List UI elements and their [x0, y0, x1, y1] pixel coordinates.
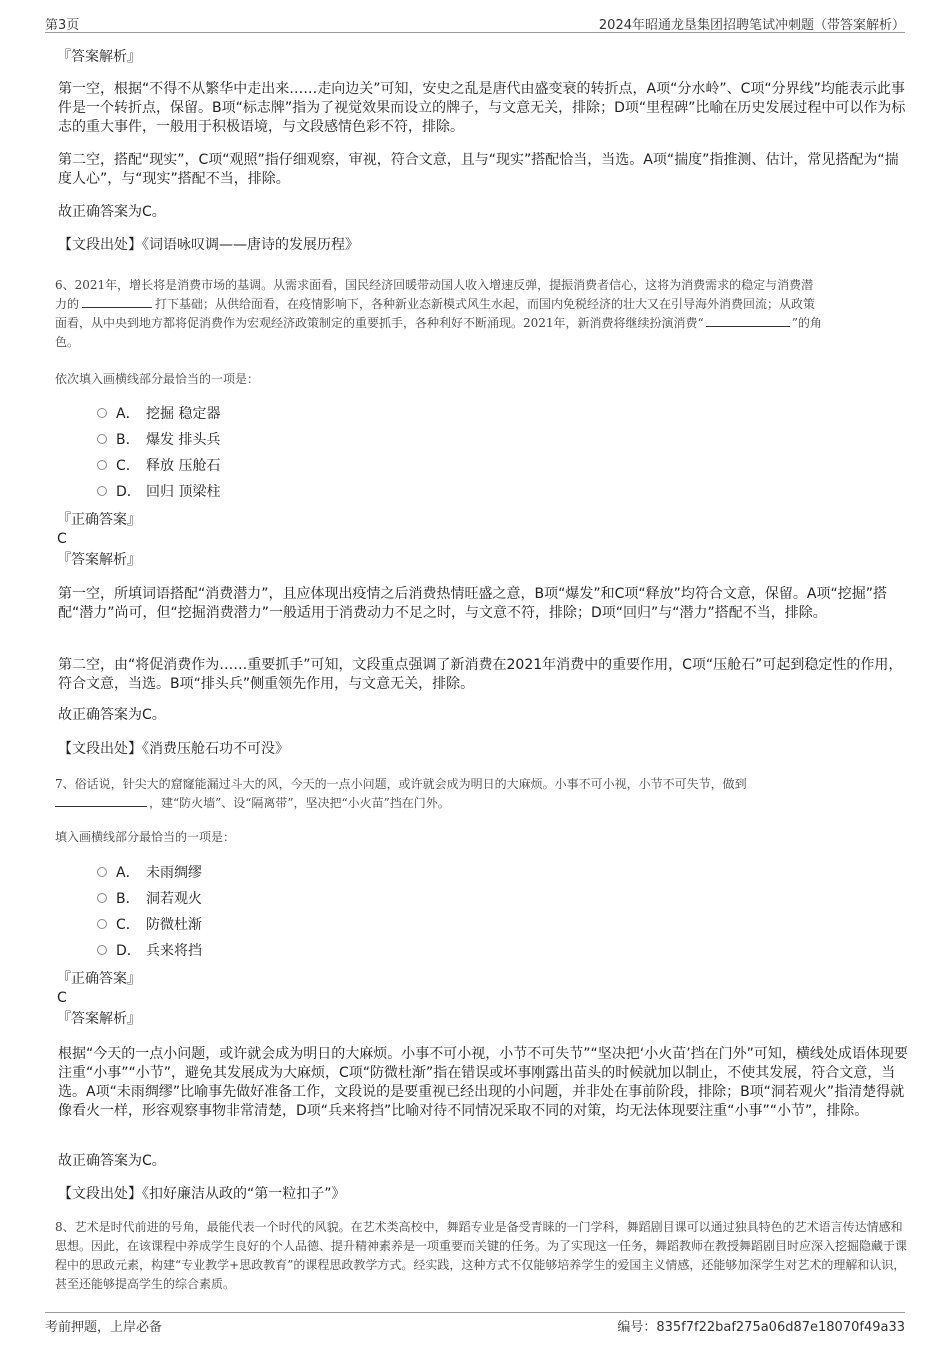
source-citation: 【文段出处】《消费压舱石功不可没》 [58, 741, 289, 757]
footer-slogan: 考前押题，上岸必备 [45, 1320, 163, 1335]
fill-blank [55, 794, 147, 807]
page-header [45, 12, 905, 33]
correct-answer: C [57, 531, 67, 547]
question-8-text: 8、艺术是时代前进的号角，最能代表一个时代的风貌。在艺术类高校中，舞蹈专业是备受青睐的一门学科，舞蹈剧目课可以通过独具特色的艺术语言传达情感和思想。因此，在该课程中养成学生良好的个人品德、提升精神素养是一项重要而关键的任务。为了实现这一任务，舞蹈教师在教授舞蹈剧目时应深入挖掘隐藏于课程中的思政元素，构建“专业教学+思政教育”的课程思政教学方式。经实践，这种方式不仅能够培养学生的爱国主义情感，还能够加深学生对艺术的理解和认识，甚至还能够提高学生的综合素质。 [55, 1220, 908, 1291]
question-7-text: 7、俗话说，针尖大的窟窿能漏过斗大的风，今天的一点小问题，或许就会成为明日的大麻烦。小事不可小视，小节不可失节，做到 ，建“防火墙”、设“隔离带”，坚决把“小火苗”挡在门外。 [55, 777, 747, 810]
correct-answer-label: 『正确答案』 [57, 971, 141, 987]
fill-blank [706, 314, 790, 327]
analysis-paragraph: 第二空，由“将促消费作为……重要抓手”可知，文段重点强调了新消费在2021年消费中的重要作用，C项“压舱石”可起到稳定性的作用，符合文意，当选。B项“排头兵”侧重领先作用，与文意无关，排除。 [58, 657, 903, 692]
radio-icon[interactable] [97, 919, 107, 929]
document-id: 编号：835f7f22baf275a06d87e18070f49a33 [617, 1320, 905, 1335]
option-a[interactable]: A． 未雨绸缪 [97, 864, 202, 883]
option-b[interactable]: B． 爆发 排头兵 [97, 431, 220, 450]
analysis-paragraph: 第一空，所填词语搭配“消费潜力”，且应体现出疫情之后消费热情旺盛之意，B项“爆发”和C项“释放”均符合文意，保留。A项“挖掘”搭配“潜力”尚可，但“挖掘消费潜力”一般适用于消费动力不足之时，与文意不符，排除；D项“回归”与“潜力”搭配不当，排除。 [58, 586, 887, 621]
analysis-paragraph: 第二空，搭配“现实”，C项“观照”指仔细观察，审视，符合文意，且与“现实”搭配恰当，当选。A项“揣度”指推测、估计，常见搭配为“揣度人心”，与“现实”搭配不当，排除。 [58, 152, 899, 187]
option-d[interactable]: D． 兵来将挡 [97, 942, 202, 961]
radio-icon[interactable] [97, 460, 107, 470]
correct-answer: C [57, 990, 67, 1006]
document-title: 2024年昭通龙垦集团招聘笔试冲刺题（带答案解析） [598, 18, 905, 33]
correct-answer-label: 『正确答案』 [57, 512, 141, 528]
option-c[interactable]: C． 防微杜渐 [97, 916, 202, 935]
answer-sentence: 故正确答案为C。 [58, 1153, 166, 1169]
page-number: 第3页 [45, 18, 80, 33]
option-a[interactable]: A． 挖掘 稳定器 [97, 405, 220, 424]
radio-icon[interactable] [97, 867, 107, 877]
option-c[interactable]: C． 释放 压舱石 [97, 457, 220, 476]
question-prompt: 填入画横线部分最恰当的一项是： [55, 830, 236, 844]
page-footer [45, 1312, 905, 1335]
analysis-label: 『答案解析』 [57, 552, 141, 568]
analysis-paragraph: 根据“今天的一点小问题，或许就会成为明日的大麻烦。小事不可小视，小节不可失节”“坚决把‘小火苗’挡在门外”可知，横线处成语体现要注重“小事”“小节”，避免其发展成为大麻烦，C项“防微杜渐”指在错误或坏事刚露出苗头的时候就加以制止，不使其发展，符合文意，当选。A项“未雨绸缪”比喻事先做好准备工作，文段说的是要重视已经出现的小问题，并非处在事前阶段，排除；B项“洞若观火”指清楚得就像看火一样，形容观察事物非常清楚，D项“兵来将挡”比喻对待不同情况采取不同的对策，均无法体现要注重“小事”“小节”，排除。 [58, 1046, 908, 1119]
fill-blank [82, 295, 152, 308]
radio-icon[interactable] [97, 434, 107, 444]
question-prompt: 依次填入画横线部分最恰当的一项是： [55, 372, 260, 386]
answer-sentence: 故正确答案为C。 [58, 204, 166, 220]
answer-sentence: 故正确答案为C。 [58, 707, 166, 723]
radio-icon[interactable] [97, 945, 107, 955]
radio-icon[interactable] [97, 893, 107, 903]
radio-icon[interactable] [97, 408, 107, 418]
source-citation: 【文段出处】《词语咏叹调——唐诗的发展历程》 [58, 237, 359, 253]
analysis-label: 『答案解析』 [57, 1011, 141, 1027]
source-citation: 【文段出处】《扣好廉洁从政的“第一粒扣子”》 [58, 1186, 346, 1202]
radio-icon[interactable] [97, 486, 107, 496]
option-d[interactable]: D． 回归 顶梁柱 [97, 483, 220, 502]
analysis-paragraph: 第一空，根据“不得不从繁华中走出来……走向边关”可知，安史之乱是唐代由盛变衰的转折点，A项“分水岭”、C项“分界线”均能表示此事件是一个转折点，保留。B项“标志牌”指为了视觉效果而设立的牌子，与文意无关，排除；D项“里程碑”比喻在历史发展过程中可以作为标志的重大事件，一般用于积极语境，与文段感情色彩不符，排除。 [58, 81, 906, 135]
analysis-label: 『答案解析』 [57, 49, 141, 65]
question-6-text: 6、2021年，增长将是消费市场的基调。从需求面看，国民经济回暖带动国人收入增速反弹，提振消费者信心，这将为消费需求的稳定与消费潜 力的 打下基础；从供给面看，在疫情影响下，各种新业态新模式风生水起，而国内免税经济的壮大又在引导海外消费回流；从政策 面看，从中央到地方都将促消费作为宏观经济政策制定的重要抓手，各种利好不断涌现。2021年，新消费将继续扮演消费“ ”的角 色。 [55, 278, 822, 349]
option-b[interactable]: B． 洞若观火 [97, 890, 202, 909]
